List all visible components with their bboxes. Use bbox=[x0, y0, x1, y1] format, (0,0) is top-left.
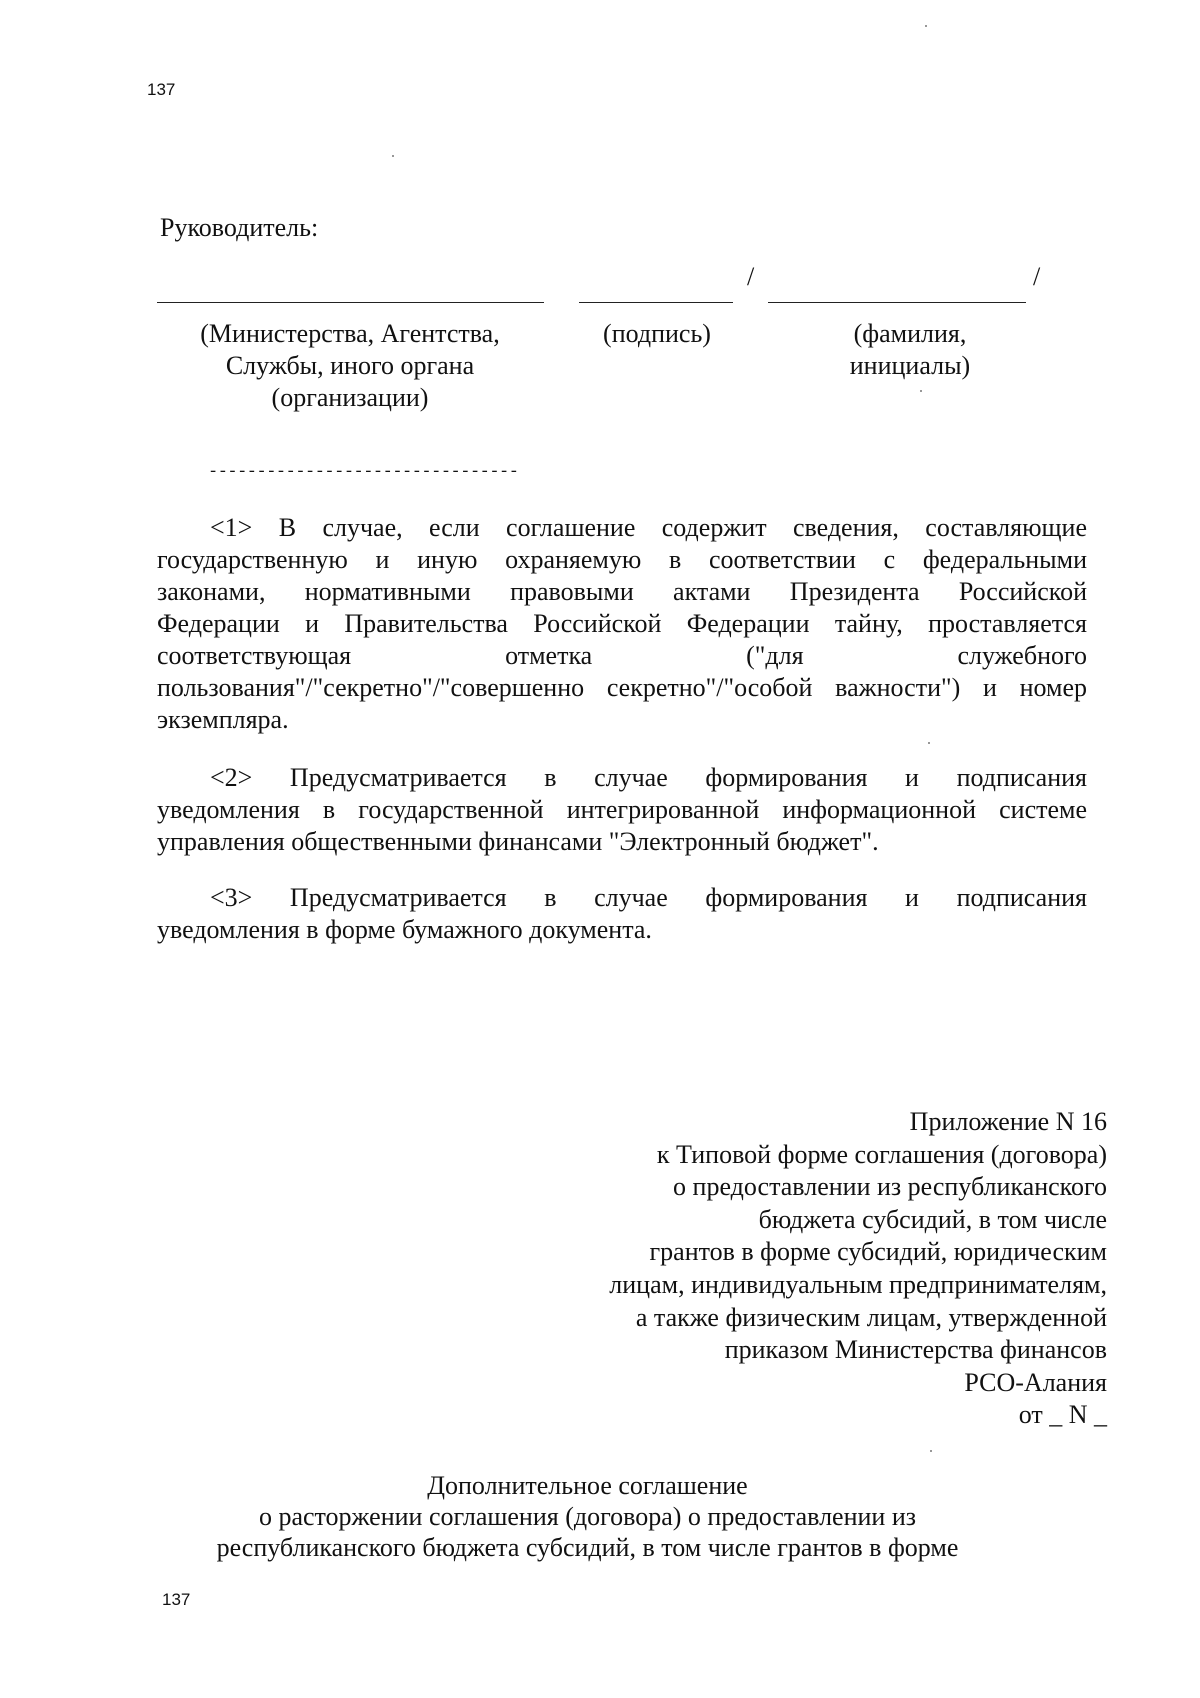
caption-signature: (подпись) bbox=[603, 319, 711, 348]
footnote-separator: -------------------------------- bbox=[208, 463, 519, 482]
appendix-line: а также физическим лицам, утвержденной bbox=[635, 1302, 1107, 1332]
footnote-line: <2> Предусматривается в случае формирования и подписания bbox=[210, 763, 1087, 792]
appendix-line: лицам, индивидуальным предпринимателям, bbox=[609, 1269, 1107, 1299]
appendix-line: от _ N _ bbox=[1018, 1400, 1107, 1430]
caption-name: (фамилия, инициалы) bbox=[849, 319, 971, 380]
footnote-line: пользования"/"секретно"/"совершенно секретно"/"особой важности") и номер bbox=[157, 673, 1087, 702]
footnote-3 bbox=[157, 882, 1087, 946]
head-label: Руководитель: bbox=[160, 213, 319, 242]
org-signature-line bbox=[157, 302, 544, 303]
signature-line bbox=[579, 302, 733, 303]
scan-speck bbox=[930, 1450, 932, 1452]
caption-organization: (Министерства, Агентства, Службы, иного органа (организации) bbox=[200, 319, 500, 412]
scan-speck bbox=[925, 25, 927, 27]
footnote-line: <1> В случае, если соглашение содержит сведения, составляющие bbox=[210, 513, 1087, 542]
scan-speck bbox=[392, 155, 394, 157]
slash-separator: / bbox=[747, 262, 755, 291]
footnote-line: законами, нормативными правовыми актами Президента Российской bbox=[157, 577, 1087, 606]
footnote-line: государственную и иную охраняемую в соответствии с федеральными bbox=[157, 545, 1087, 574]
page-number-top: 137 bbox=[147, 80, 176, 99]
title-line: Дополнительное соглашение bbox=[427, 1471, 748, 1500]
footnote-line: уведомления в форме бумажного документа. bbox=[157, 915, 652, 944]
scan-speck bbox=[928, 742, 930, 744]
page-number-bottom: 137 bbox=[162, 1590, 191, 1609]
footnote-1 bbox=[157, 512, 1087, 736]
appendix-line: бюджета субсидий, в том числе bbox=[758, 1204, 1107, 1234]
footnote-line: Федерации и Правительства Российской Федерации тайну, проставляется bbox=[157, 609, 1087, 638]
slash-separator: / bbox=[1033, 262, 1041, 291]
footnote-line: соответствующая отметка ("для служебного bbox=[157, 641, 1087, 670]
footnote-line: уведомления в государственной интегрированной информационной системе bbox=[157, 795, 1087, 824]
footnote-line: <3> Предусматривается в случае формирования и подписания bbox=[210, 883, 1087, 912]
scan-speck bbox=[920, 390, 922, 392]
footnote-line: экземпляра. bbox=[157, 705, 289, 734]
document-title bbox=[0, 1470, 1200, 1563]
title-line: республиканского бюджета субсидий, в том числе грантов в форме bbox=[216, 1533, 959, 1562]
appendix-line: приказом Министерства финансов bbox=[724, 1335, 1107, 1365]
appendix-line: к Типовой форме соглашения (договора) bbox=[656, 1139, 1107, 1169]
footnote-line: управления общественными финансами "Электронный бюджет". bbox=[157, 827, 879, 856]
name-signature-line bbox=[768, 302, 1026, 303]
appendix-line: Приложение N 16 bbox=[909, 1107, 1107, 1136]
appendix-line: о предоставлении из республиканского bbox=[673, 1172, 1107, 1202]
appendix-line: РСО-Алания bbox=[964, 1367, 1107, 1397]
footnote-2 bbox=[157, 762, 1087, 858]
title-line: о расторжении соглашения (договора) о предоставлении из bbox=[258, 1502, 917, 1531]
appendix-heading bbox=[609, 1106, 1107, 1432]
appendix-line: грантов в форме субсидий, юридическим bbox=[649, 1237, 1107, 1267]
